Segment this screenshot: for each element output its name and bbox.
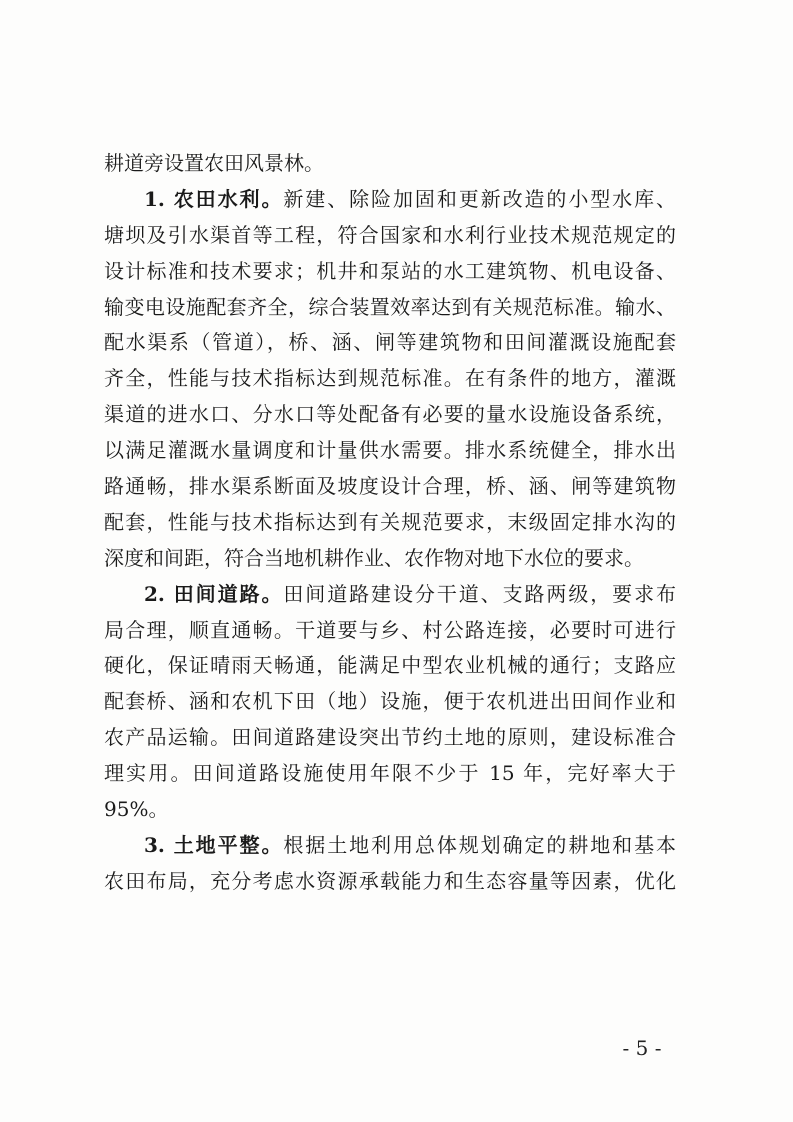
paragraph-roads-text-1: 田间道路建设分干道、支路两级，要求布 — [283, 581, 677, 606]
paragraph-leveling-line-2: 农田布局，充分考虑水资源承载能力和生态容量等因素，优化 — [104, 868, 676, 893]
paragraph-roads-line-6: 理实用。田间道路设施使用年限不少于 15 年，完好率大于 — [104, 761, 676, 786]
paragraph-irrigation-line-5: 配水渠系（管道），桥、涵、闸等建筑物和田间灌溉设施配套 — [104, 330, 676, 355]
paragraph-irrigation-line-4: 输变电设施配套齐全，综合装置效率达到有关规范标准。输水、 — [104, 294, 676, 319]
paragraph-roads-line-5: 农产品运输。田间道路建设突出节约土地的原则，建设标准合 — [104, 725, 676, 750]
paragraph-roads-line-7: 95%。 — [104, 797, 169, 822]
paragraph-intro-line-1: 耕道旁设置农田风景林。 — [104, 151, 324, 175]
paragraph-irrigation-line-11: 深度和间距，符合当地机耕作业、农作物对地下水位的要求。 — [104, 545, 644, 570]
paragraph-roads-line-3: 硬化，保证晴雨天畅通，能满足中型农业机械的通行；支路应 — [104, 653, 676, 678]
paragraph-leveling-text-1: 根据土地利用总体规划确定的耕地和基本 — [283, 832, 677, 857]
heading-land-leveling: 3. 土地平整。 — [144, 832, 284, 857]
paragraph-irrigation-line-10: 配套，性能与技术指标达到有关规范要求，末级固定排水沟的 — [104, 509, 676, 534]
paragraph-irrigation-line-3: 设计标准和技术要求；机井和泵站的水工建筑物、机电设备、 — [104, 258, 676, 283]
paragraph-irrigation-line-1 — [104, 182, 676, 218]
heading-field-roads: 2. 田间道路。 — [144, 581, 284, 606]
paragraph-irrigation-text-1: 新建、除险加固和更新改造的小型水库、 — [283, 186, 677, 211]
paragraph-roads-line-1 — [104, 577, 676, 613]
paragraph-irrigation-line-8: 以满足灌溉水量调度和计量供水需要。排水系统健全，排水出 — [104, 438, 676, 463]
heading-irrigation: 1. 农田水利。 — [144, 186, 284, 211]
page-number: - 5 - — [622, 1036, 662, 1060]
paragraph-irrigation-line-7: 渠道的进水口、分水口等处配备有必要的量水设施设备系统， — [104, 402, 676, 427]
paragraph-roads-line-2: 局合理，顺直通畅。干道要与乡、村公路连接，必要时可进行 — [104, 617, 676, 642]
paragraph-roads-line-4: 配套桥、涵和农机下田（地）设施，便于农机进出田间作业和 — [104, 689, 676, 714]
paragraph-leveling-line-1 — [104, 828, 676, 864]
paragraph-irrigation-line-9: 路通畅，排水渠系断面及坡度设计合理，桥、涵、闸等建筑物 — [104, 474, 676, 499]
paragraph-irrigation-line-2: 塘坝及引水渠首等工程，符合国家和水利行业技术规范规定的 — [104, 222, 676, 247]
body-text — [104, 146, 676, 900]
paragraph-irrigation-line-6: 齐全，性能与技术指标达到规范标准。在有条件的地方，灌溉 — [104, 366, 676, 391]
